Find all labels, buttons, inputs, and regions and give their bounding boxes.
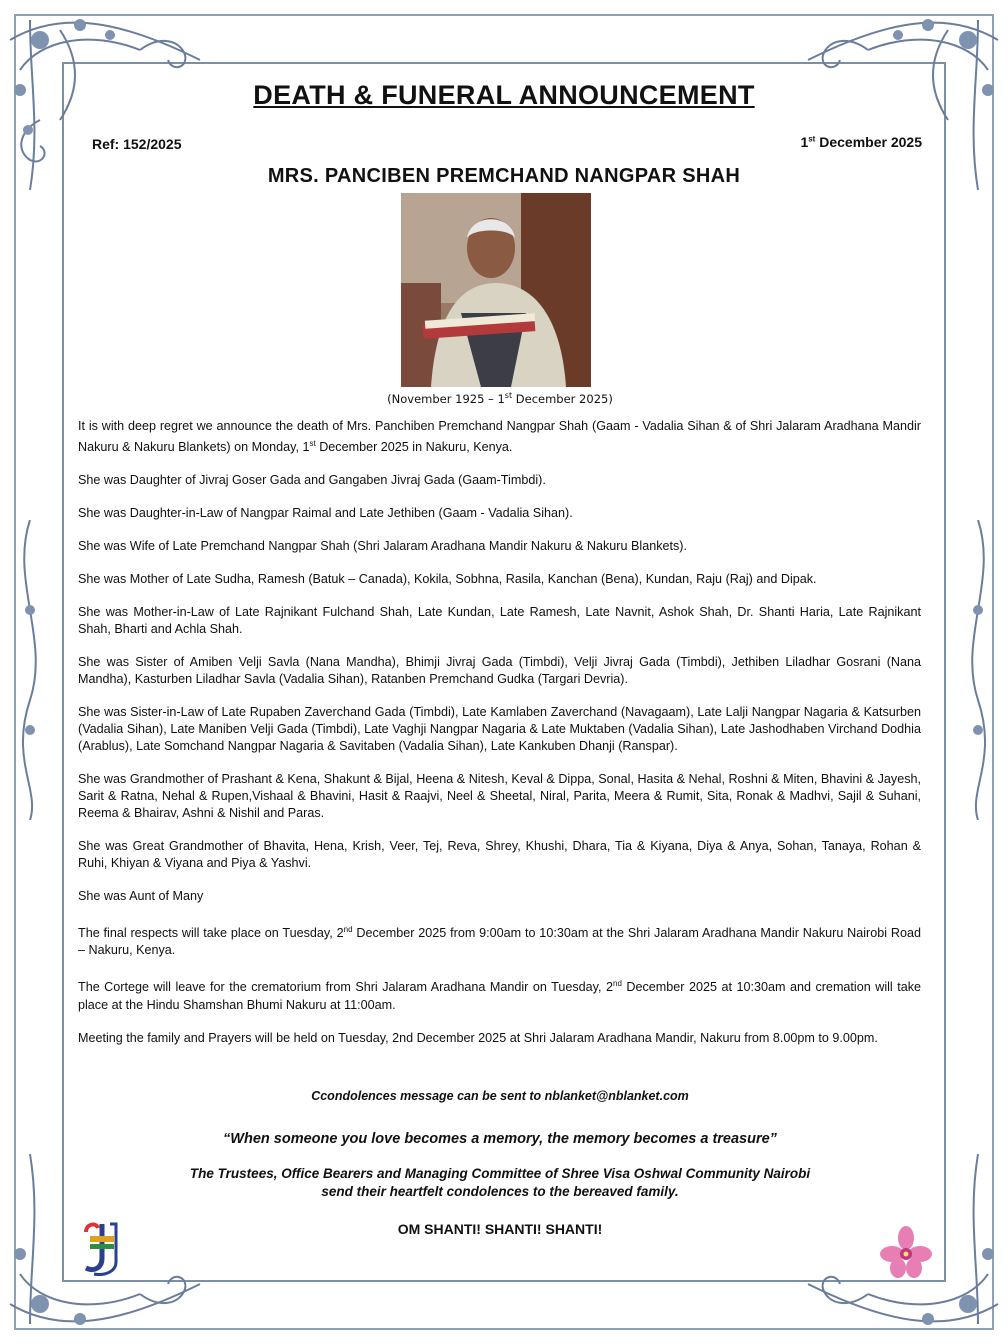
floral-ornament-left-side bbox=[0, 520, 60, 820]
trustees-line-1: The Trustees, Office Bearers and Managing Committee of Shree Visa Oshwal Community Nairobi bbox=[189, 1166, 811, 1181]
announcement-body bbox=[78, 418, 921, 1063]
paragraph-final-respects: The final respects will take place on Tuesday, 2nd December 2025 from 9:00am to 10:30am at the Shri Jalaram Aradhana Mandir Nakuru Nairobi Road – Nakuru, Kenya. bbox=[78, 925, 921, 958]
floral-ornament-right-side bbox=[948, 520, 1008, 820]
paragraph-daughter-of: She was Daughter of Jivraj Goser Gada and Gangaben Jivraj Gada (Gaam-Timbdi). bbox=[78, 473, 546, 488]
paragraph-wife-of: She was Wife of Late Premchand Nangpar Shah (Shri Jalaram Aradhana Mandir Nakuru & Nakuru Blankets). bbox=[78, 539, 688, 554]
reference-number: Ref: 152/2025 bbox=[92, 136, 182, 152]
paragraph-mother-in-law-of: She was Mother-in-Law of Late Rajnikant Fulchand Shah, Late Kundan, Late Ramesh, Late Navnit, Ashok Shah, Dr. Shanti Haria, Late Rajnikant Shah, Bharti and Achla Shah. bbox=[78, 605, 921, 637]
paragraph-aunt-of: She was Aunt of Many bbox=[78, 889, 204, 904]
portrait-photo bbox=[401, 193, 591, 387]
page-title: DEATH & FUNERAL ANNOUNCEMENT bbox=[253, 80, 755, 110]
condolences-email-line: Ccondolences message can be sent to nblanket@nblanket.com bbox=[311, 1089, 689, 1103]
paragraph-prayers: Meeting the family and Prayers will be held on Tuesday, 2nd December 2025 at Shri Jalaram Aradhana Mandir, Nakuru from 8.00pm to 9.00pm. bbox=[78, 1030, 878, 1045]
deceased-name: MRS. PANCIBEN PREMCHAND NANGPAR SHAH bbox=[267, 165, 741, 187]
paragraph-mother-of: She was Mother of Late Sudha, Ramesh (Batuk – Canada), Kokila, Sobhna, Rasila, Kanchan (Bena), Kundan, Raju (Raj) and Dipak. bbox=[78, 572, 817, 587]
paragraph-grandmother-of: She was Grandmother of Prashant & Kena, Shakunt & Bijal, Heena & Nitesh, Keval & Dippa, Sonal, Hasita & Nehal, Roshni & Miten, Bhavini & Jayesh, Sarit & Ratna, Nehal & Rupen,Vishaal & Bhavini, Hasit & Raajvi, Neel & Sheetal, Niral, Parita, Meera & Rumit, Sita, Ronak & Madhvi, Sajil & Suhani, Reema & Bhairav, Ashni & Nishil and Paras. bbox=[78, 772, 921, 821]
paragraph-daughter-in-law-of: She was Daughter-in-Law of Nangpar Raimal and Late Jethiben (Gaam - Vadalia Sihan). bbox=[78, 506, 573, 521]
trustees-message bbox=[0, 1165, 1000, 1201]
community-logo-icon bbox=[80, 1218, 120, 1276]
paragraph-cortege: The Cortege will leave for the crematorium from Shri Jalaram Aradhana Mandir on Tuesday, 2nd December 2025 at 10:30am and cremation will take place at the Hindu Shamshan Bhumi Nakuru at 11:00am. bbox=[78, 979, 921, 1012]
paragraph-sister-of: She was Sister of Amiben Velji Savla (Nana Mandha), Bhimji Jivraj Gada (Timbdi), Velji Jivraj Gada (Timbdi), Jethiben Liladhar Gosrani (Nana Mandha), Kasturben Liladhar Savla (Vadalia Sihan), Ratanben Premchand Gudka (Targari Devria). bbox=[78, 655, 921, 687]
paragraph-sister-in-law-of: She was Sister-in-Law of Late Rupaben Zaverchand Gada (Timbdi), Late Kamlaben Zaverchand (Navagaam), Late Lalji Nangpar Nagaria & Katsurben (Vadalia Sihan), Late Maniben Velji Gada (Timbdi), Late Vaghji Nangpar Nagaria & Late Muktaben (Vadalia Sihan), Late Jashodhaben Virchand Dodhia (Arablus), Late Somchand Nangpar Nagaria & Savitaben (Vadalia Sihan), Late Kankuben Dhanji (Ranspar). bbox=[78, 705, 921, 754]
om-shanti-blessing: OM SHANTI! SHANTI! SHANTI! bbox=[397, 1221, 603, 1237]
memorial-quote: “When someone you love becomes a memory, the memory becomes a treasure” bbox=[223, 1131, 777, 1147]
paragraph-great-grandmother-of: She was Great Grandmother of Bhavita, Hena, Krish, Veer, Tej, Reva, Shrey, Khushi, Dhara, Tia & Kiyana, Diya & Anya, Sohan, Tanaya, Rohan & Ruhi, Khiyan & Viyana and Piya & Yashvi. bbox=[78, 839, 921, 871]
paragraph-death-notice: It is with deep regret we announce the death of Mrs. Panchiben Premchand Nangpar Shah (Gaam - Vadalia Sihan & of Shri Jalaram Aradhana Mandir Nakuru & Nakuru Blankets) on Monday, 1st December 2025 in Nakuru, Kenya. bbox=[78, 419, 921, 455]
orchid-flower-icon bbox=[880, 1226, 932, 1278]
announcement-date: 1st December 2025 bbox=[800, 134, 922, 150]
trustees-line-2: send their heartfelt condolences to the bereaved family. bbox=[321, 1184, 679, 1199]
life-dates-caption: (November 1925 – 1st December 2025) bbox=[387, 391, 613, 406]
